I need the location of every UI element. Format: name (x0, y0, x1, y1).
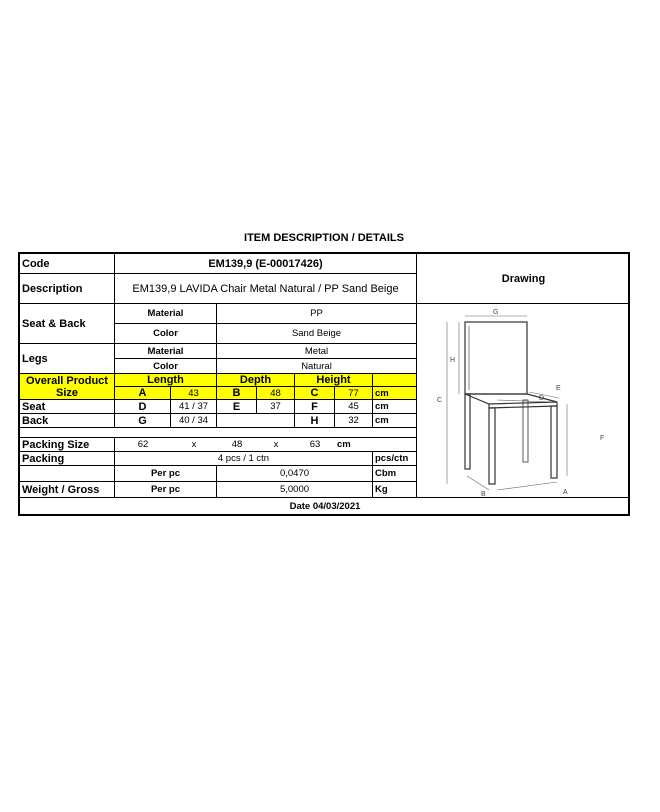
seat-back-color: Sand Beige (217, 324, 417, 344)
legs-material: Metal (217, 344, 417, 359)
packing-size-height: 63 (295, 438, 335, 452)
cbm-unit: Cbm (373, 466, 417, 482)
legs-label: Legs (20, 344, 115, 374)
packing-size-label: Packing Size (20, 438, 115, 452)
seat-back-material-label: Material (115, 304, 217, 324)
packing-size-width: 48 (217, 438, 257, 452)
chair-drawing (417, 304, 630, 498)
legs-material-label: Material (115, 344, 217, 359)
cbm-empty (20, 466, 115, 482)
height-header: Height (295, 374, 373, 387)
code-value: EM139,9 (E-00017426) (115, 254, 417, 274)
weight-value: 5,0000 (217, 482, 373, 498)
seat-label: Seat (20, 400, 115, 414)
f-value: 45 (335, 400, 373, 414)
overall-header-spacer (373, 374, 417, 387)
weight-unit: Kg (373, 482, 417, 498)
drawing-area (417, 304, 630, 498)
packing-size-x1: x (171, 438, 217, 452)
cbm-per-pc: Per pc (115, 466, 217, 482)
weight-per-pc: Per pc (115, 482, 217, 498)
drawing-label: Drawing (417, 254, 630, 304)
e-value: 37 (257, 400, 295, 414)
page-title: ITEM DESCRIPTION / DETAILS (244, 232, 404, 244)
dim-g-label: G (493, 308, 499, 316)
h-value: 32 (335, 414, 373, 428)
packing-unit: pcs/ctn (373, 452, 417, 466)
seat-back-color-label: Color (115, 324, 217, 344)
dim-b-label: B (481, 490, 486, 498)
legs-color-label: Color (115, 359, 217, 374)
description-label: Description (20, 274, 115, 304)
dim-h-label: H (450, 356, 456, 364)
h-letter: H (295, 414, 335, 428)
b-letter: B (217, 387, 257, 400)
e-letter: E (217, 400, 257, 414)
c-letter: C (295, 387, 335, 400)
b-value: 48 (257, 387, 295, 400)
d-letter: D (115, 400, 171, 414)
back-unit: cm (373, 414, 417, 428)
length-header: Length (115, 374, 217, 387)
dim-f-label: F (600, 434, 605, 442)
date: Date 04/03/2021 (289, 500, 361, 512)
overall-unit: cm (373, 387, 417, 400)
depth-header: Depth (217, 374, 295, 387)
a-value: 43 (171, 387, 217, 400)
back-empty (217, 414, 295, 428)
code-label: Code (20, 254, 115, 274)
packing-value: 4 pcs / 1 ctn (115, 452, 373, 466)
item-sheet (18, 252, 630, 516)
c-value: 77 (335, 387, 373, 400)
dim-e-label: E (556, 384, 561, 392)
dim-d-label: D (539, 394, 545, 402)
seat-back-label: Seat & Back (20, 304, 115, 344)
f-letter: F (295, 400, 335, 414)
packing-label: Packing (20, 452, 115, 466)
spacer-row (20, 428, 417, 438)
legs-color: Natural (217, 359, 417, 374)
overall-size-label-2: Size (20, 387, 115, 400)
a-letter: A (115, 387, 171, 400)
dim-a-label: A (563, 488, 568, 496)
dim-c-label: C (437, 396, 443, 404)
back-label: Back (20, 414, 115, 428)
g-value: 40 / 34 (171, 414, 217, 428)
weight-label: Weight / Gross (20, 482, 115, 498)
seat-unit: cm (373, 400, 417, 414)
cbm-value: 0,0470 (217, 466, 373, 482)
packing-size-unit: cm (335, 438, 417, 452)
seat-back-material: PP (217, 304, 417, 324)
d-value: 41 / 37 (171, 400, 217, 414)
description-value: EM139,9 LAVIDA Chair Metal Natural / PP Sand Beige (115, 274, 417, 304)
packing-size-length: 62 (115, 438, 171, 452)
packing-size-x2: x (257, 438, 295, 452)
g-letter: G (115, 414, 171, 428)
overall-size-label-1: Overall Product (20, 374, 115, 387)
